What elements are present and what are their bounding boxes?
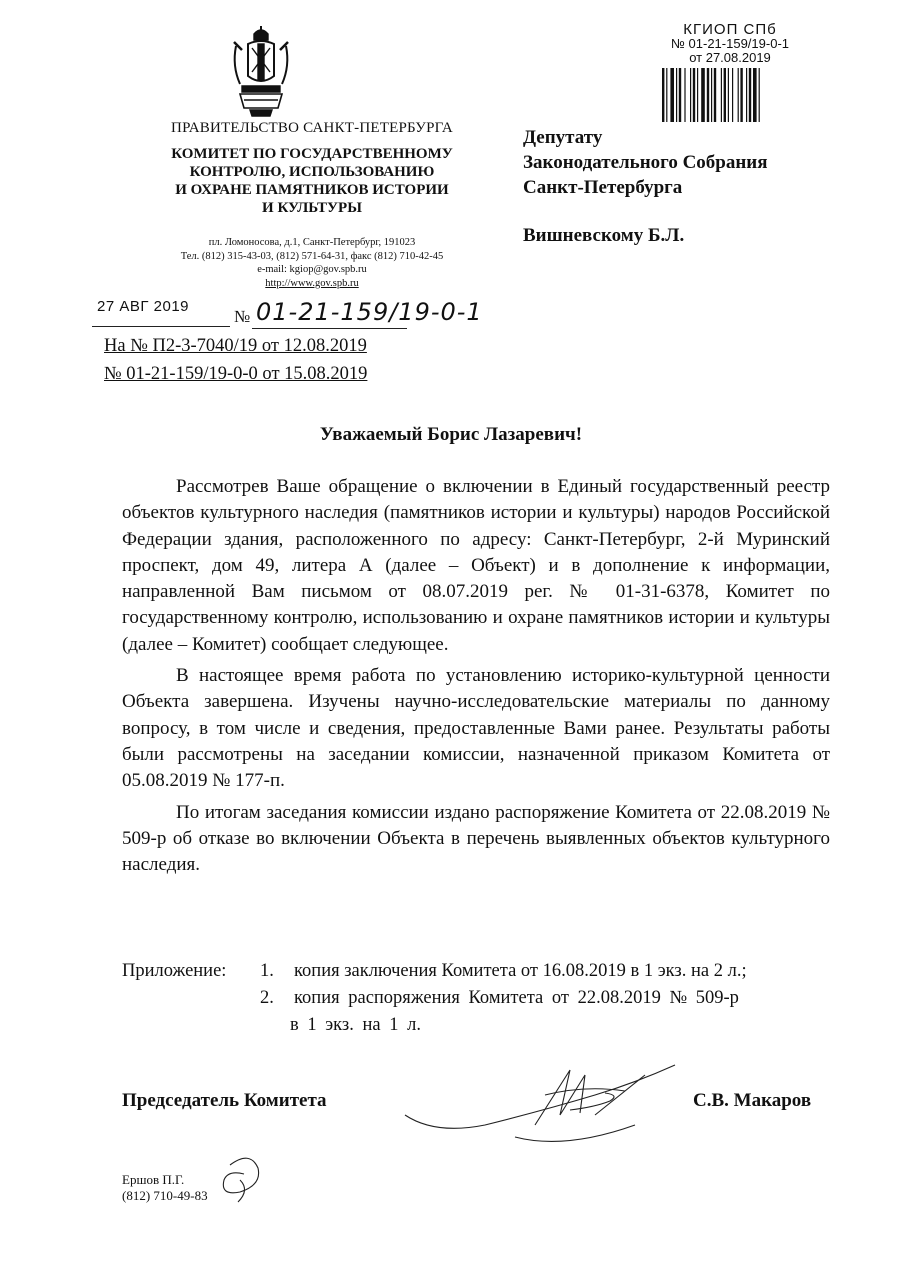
registration-stamp bbox=[655, 22, 805, 65]
government-name: ПРАВИТЕЛЬСТВО САНКТ-ПЕТЕРБУРГА bbox=[171, 120, 453, 136]
registration-number-handwritten: 01-21-159/19-0-1 bbox=[256, 298, 483, 326]
reference-1: На № П2-3-7040/19 от 12.08.2019 bbox=[104, 336, 367, 356]
barcode-icon bbox=[662, 68, 792, 122]
executor-info bbox=[122, 1172, 208, 1204]
registration-date: 27 АВГ 2019 bbox=[97, 298, 190, 315]
phones: Тел. (812) 315-43-03, (812) 571-64-31, факс (812) 710-42-45 bbox=[180, 250, 444, 262]
spb-coat-of-arms-icon bbox=[230, 26, 292, 118]
handwritten-initials bbox=[210, 1150, 270, 1205]
handwritten-signature bbox=[395, 1055, 685, 1155]
divider bbox=[252, 328, 407, 329]
appendix-item-text: копия распоряжения Комитета от 22.08.2019 № 509-р bbox=[294, 988, 739, 1008]
stamp-number: № 01-21-159/19-0-1 bbox=[670, 36, 789, 51]
letter-body bbox=[122, 474, 830, 883]
signatory-title: Председатель Комитета bbox=[122, 1090, 327, 1111]
appendix-label: Приложение: bbox=[122, 961, 227, 981]
appendix-item-number: 1. bbox=[260, 961, 274, 981]
greeting: Уважаемый Борис Лазаревич! bbox=[319, 424, 583, 445]
contacts bbox=[92, 236, 532, 290]
appendix-item-text: копия заключения Комитета от 16.08.2019 в 1 экз. на 2 л.; bbox=[294, 961, 747, 981]
paragraph: Рассмотрев Ваше обращение о включении в Единый государственный реестр объектов культурного наследия (памятников истории и культуры) народов Российской Федерации здания, расположенного по адресу: Санкт-Петербург, 2-й Муринский проспект, дом 49, литера А (далее – Объект) и в дополнение к информации, направленной Вам письмом от 08.07.2019 рег. № 01-31-6378, Комитет по государственному контролю, использованию и охране памятников истории и культуры (далее – Комитет) сообщает следующее. bbox=[122, 476, 830, 655]
executor-name: Ершов П.Г. bbox=[122, 1172, 185, 1187]
stamp-date: от 27.08.2019 bbox=[689, 50, 771, 65]
signatory-name: С.В. Макаров bbox=[693, 1090, 812, 1111]
registration-number-label: № bbox=[234, 307, 251, 326]
email: e-mail: kgiop@gov.spb.ru bbox=[257, 264, 367, 275]
executor-phone: (812) 710-49-83 bbox=[122, 1188, 208, 1203]
paragraph: По итогам заседания комиссии издано распоряжение Комитета от 22.08.2019 № 509-р об отказе во включении Объекта в перечень выявленных объектов культурного наследия. bbox=[122, 801, 830, 876]
address: пл. Ломоносова, д.1, Санкт-Петербург, 191023 bbox=[208, 237, 416, 248]
appendix-item-continuation: в 1 экз. на 1 л. bbox=[290, 1015, 421, 1035]
recipient-name: Вишневскому Б.Л. bbox=[523, 225, 685, 246]
reference-2: № 01-21-159/19-0-0 от 15.08.2019 bbox=[104, 364, 368, 384]
committee-name: КОМИТЕТ ПО ГОСУДАРСТВЕННОМУ КОНТРОЛЮ, ИСПОЛЬЗОВАНИЮ И ОХРАНЕ ПАМЯТНИКОВ ИСТОРИИ И КУЛЬТУРЫ bbox=[171, 146, 453, 216]
stamp-org: КГИОП СПб bbox=[683, 21, 777, 38]
divider bbox=[92, 326, 230, 327]
paragraph: В настоящее время работа по установлению историко-культурной ценности Объекта завершена. Изучены научно-исследовательские материалы по данному вопросу, в том числе и сведения, предоставленные Вами ранее. Результаты работы были рассмотрены на заседании комиссии, назначенной приказом Комитета от 05.08.2019 № 177-п. bbox=[122, 665, 830, 792]
appendix-item-number: 2. bbox=[260, 988, 274, 1008]
website-link[interactable]: http://www.gov.spb.ru bbox=[265, 277, 359, 289]
recipient-block: Депутату Законодательного Собрания Санкт-Петербурга bbox=[523, 127, 768, 198]
